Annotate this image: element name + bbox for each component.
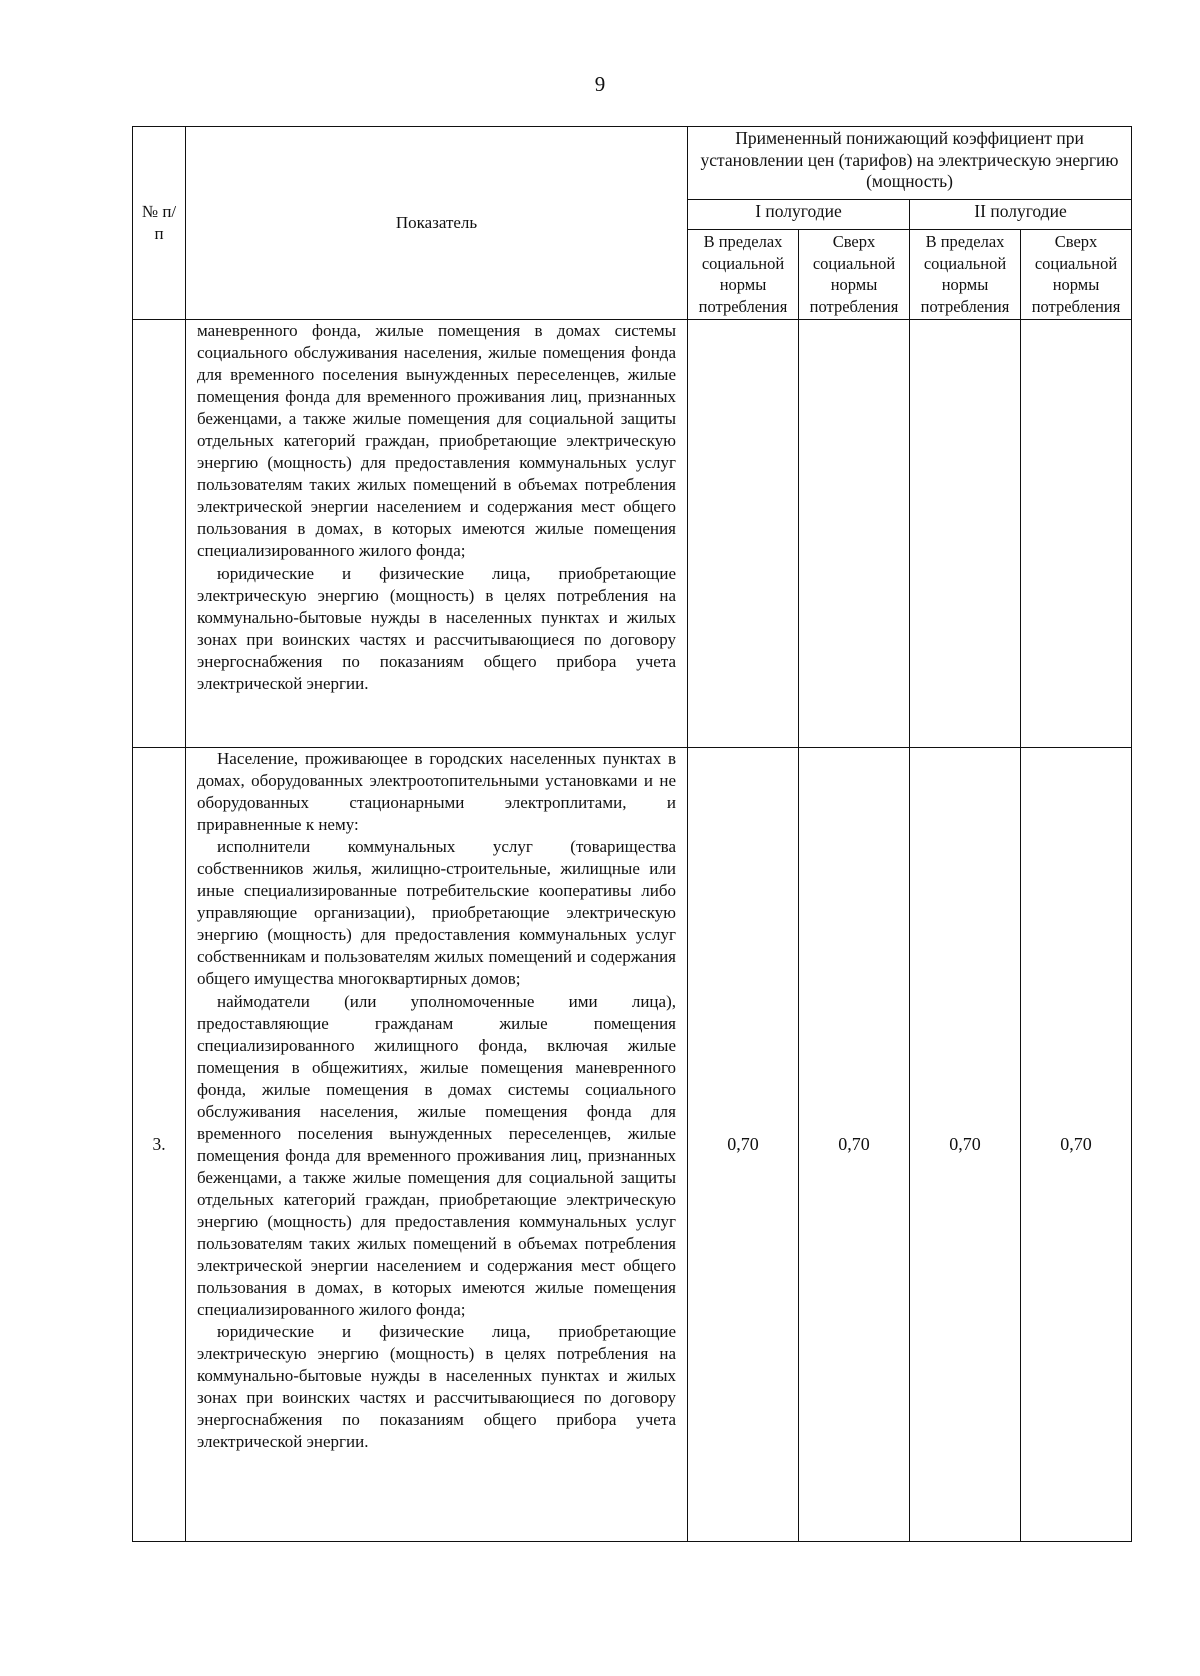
- value-h2-within: 0,70: [910, 748, 1021, 1542]
- value-h1-within: 0,70: [688, 748, 799, 1542]
- indicator-paragraph: маневренного фонда, жилые помещения в домах системы социального обслуживания населения, жилые помещения фонда для временного поселения вынужденных переселенцев, жилые помещения фонда для временного проживания лиц, признанных беженцами, а также жилые помещения для социальной защиты отдельных категорий граждан, приобретающие электрическую энергию (мощность) для предоставления коммунальных услуг пользователям таких жилых помещений в объемах потребления электрической энергии населением и содержания мест общего пользования в домах, в которых имеются жилые помещения специализированного жилого фонда;: [197, 321, 676, 561]
- header-h1-above-norm: Сверх социальной нормы потребления: [799, 230, 910, 320]
- row-number: [133, 320, 186, 748]
- page-number: 9: [594, 72, 606, 96]
- indicator-text: [186, 748, 688, 1542]
- header-coefficient: Примененный понижающий коэффициент при установлении цен (тарифов) на электрическую энергию (мощность): [688, 127, 1132, 200]
- table-row: [133, 320, 1132, 748]
- row-number: 3.: [133, 748, 186, 1542]
- indicator-paragraph: исполнители коммунальных услуг (товарищества собственников жилья, жилищно-строительные, жилищные или иные специализированные потребительские кооперативы либо управляющие организации), приобретающие электрическую энергию (мощность) для предоставления коммунальных услуг собственникам и пользователям жилых помещений и содержания общего имущества многоквартирных домов;: [197, 837, 676, 989]
- indicator-paragraph: наймодатели (или уполномоченные ими лица), предоставляющие гражданам жилые помещения специализированного жилищного фонда, включая жилые помещения в общежитиях, жилые помещения маневренного фонда, жилые помещения в домах системы социального обслуживания населения, жилые помещения фонда для временного поселения вынужденных переселенцев, жилые помещения фонда для временного проживания лиц, признанных беженцами, а также жилые помещения для социальной защиты отдельных категорий граждан, приобретающие электрическую энергию (мощность) для предоставления коммунальных услуг пользователям таких жилых помещений в объемах потребления электрической энергии населением и содержания мест общего пользования в домах, в которых имеются жилые помещения специализированного жилого фонда;: [197, 991, 676, 1320]
- value-h1-within: [688, 320, 799, 748]
- table-row: [133, 748, 1132, 1542]
- coefficient-table: [132, 126, 1132, 1542]
- value-h1-above: 0,70: [799, 748, 910, 1542]
- indicator-text: [186, 320, 688, 748]
- indicator-paragraph: юридические и физические лица, приобретающие электрическую энергию (мощность) в целях потребления на коммунально-бытовые нужды в населенных пунктах и жилых зонах при воинских частях и рассчитывающиеся по договору энергоснабжения по показаниям общего прибора учета электрической энергии.: [197, 1322, 676, 1452]
- header-h2-within-norm: В пределах социальной нормы потребления: [910, 230, 1021, 320]
- value-h2-above: 0,70: [1021, 748, 1132, 1542]
- value-h2-within: [910, 320, 1021, 748]
- indicator-paragraph: юридические и физические лица, приобретающие электрическую энергию (мощность) в целях потребления на коммунально-бытовые нужды в населенных пунктах и жилых зонах при воинских частях и рассчитывающиеся по договору энергоснабжения по показаниям общего прибора учета электрической энергии.: [197, 563, 676, 693]
- header-h2-above-norm: Сверх социальной нормы потребления: [1021, 230, 1132, 320]
- header-h1-within-norm: В пределах социальной нормы потребления: [688, 230, 799, 320]
- header-row-number: № п/п: [133, 127, 186, 320]
- header-indicator: Показатель: [186, 127, 688, 320]
- header-half-year-1: I полугодие: [688, 200, 910, 230]
- value-h2-above: [1021, 320, 1132, 748]
- value-h1-above: [799, 320, 910, 748]
- indicator-paragraph: Население, проживающее в городских населенных пунктах в домах, оборудованных электроотопительными установками и не оборудованных стационарными электроплитами, и приравненные к нему:: [197, 749, 676, 835]
- header-half-year-2: II полугодие: [910, 200, 1132, 230]
